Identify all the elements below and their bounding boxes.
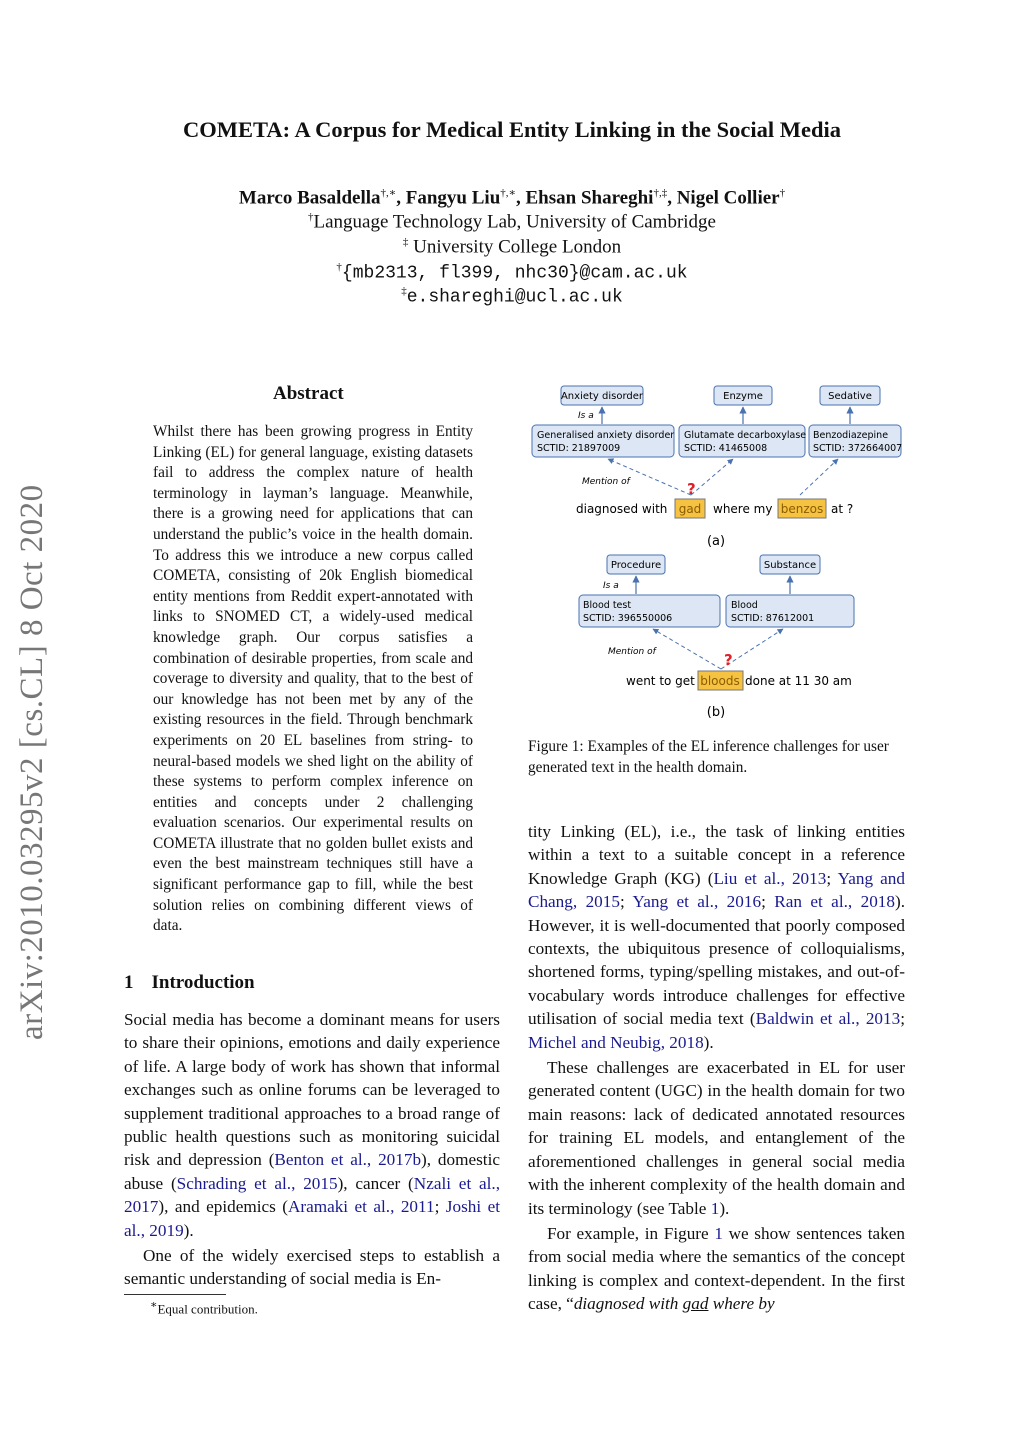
citation-link[interactable]: Joshi et al., 2019 bbox=[124, 1197, 500, 1240]
author-name: Marco Basaldella bbox=[238, 187, 381, 209]
example-sentence: went to get bbox=[626, 674, 695, 688]
arxiv-identifier: arXiv:2010.03295v2 [cs.CL] 8 Oct 2020 bbox=[14, 484, 50, 1040]
edge-label: Mention of bbox=[582, 477, 630, 487]
svg-text:Glutamate decarboxylase: Glutamate decarboxylase bbox=[684, 430, 807, 441]
svg-text:Anxiety disorder: Anxiety disorder bbox=[560, 391, 644, 402]
svg-text:Blood test: Blood test bbox=[583, 600, 632, 611]
citation-link[interactable]: Yang et al., 2016 bbox=[632, 892, 762, 912]
svg-text:SCTID: 41465008: SCTID: 41465008 bbox=[684, 443, 768, 454]
subfigure-label: (b) bbox=[706, 705, 726, 720]
paragraph: These challenges are exacerbated in EL for user generated content (UGC) in the health domain for two main reasons: lack of dedicated annotated resources for training EL models, and entanglement of the aforementioned challenges in general social media with the inherent complexity of the health domain and its terminology (see Table 1). bbox=[528, 1058, 905, 1218]
svg-text:SCTID: 87612001: SCTID: 87612001 bbox=[731, 613, 815, 624]
author-list: Marco Basaldella†,∗, Fangyu Liu†,∗, Ehsan Shareghi†,‡, Nigel Collier† bbox=[238, 187, 786, 209]
svg-text:Procedure: Procedure bbox=[610, 560, 662, 571]
svg-text:Blood: Blood bbox=[731, 600, 758, 611]
footnote-rule bbox=[124, 1294, 226, 1295]
edge-label: Is a bbox=[578, 411, 594, 421]
paragraph: Social media has become a dominant means for users to share their opinions, emotions and daily experience of life. A large body of work has shown that informal exchanges such as online forums can be leveraged to supplement traditional approaches to a broad range of public health questions such as monitoring suicidal risk and depression (Benton et al., 2017b), domestic abuse (Schrading et al., 2015), cancer (Nzali et al., 2017), and epidemics (Aramaki et al., 2011; Joshi et al., 2019). bbox=[124, 1010, 501, 1240]
svg-text:SCTID: 21897009: SCTID: 21897009 bbox=[537, 443, 621, 454]
mention-highlight: benzos bbox=[780, 502, 824, 516]
table-reference-link[interactable]: 1 bbox=[710, 1198, 720, 1218]
concept-node bbox=[809, 425, 902, 457]
svg-text:SCTID: 372664007: SCTID: 372664007 bbox=[813, 443, 903, 454]
footnote: ∗Equal contribution. bbox=[150, 1299, 258, 1317]
figure-reference-link[interactable]: 1 bbox=[714, 1223, 723, 1243]
affiliation: ‡ University College London bbox=[402, 236, 622, 258]
author-name: Fangyu Liu bbox=[405, 187, 501, 209]
concept-node bbox=[679, 425, 806, 457]
svg-text:SCTID: 396550006: SCTID: 396550006 bbox=[583, 613, 673, 624]
svg-text:at ?: at ? bbox=[831, 502, 854, 516]
paragraph: One of the widely exercised steps to establish a semantic understanding of social media is En- bbox=[124, 1246, 500, 1289]
svg-text:Substance: Substance bbox=[763, 560, 817, 571]
citation-link[interactable]: Michel and Neubig, 2018 bbox=[528, 1032, 704, 1052]
citation-link[interactable]: Aramaki et al., 2011 bbox=[287, 1197, 435, 1217]
type-node bbox=[607, 555, 665, 574]
citation-link[interactable]: Ran et al., 2018 bbox=[774, 892, 895, 912]
abstract-heading: Abstract bbox=[273, 383, 344, 404]
svg-text:Sedative: Sedative bbox=[828, 391, 872, 402]
type-node bbox=[820, 386, 880, 405]
concept-node bbox=[579, 595, 720, 627]
figure-caption: Figure 1: Examples of the EL inference challenges for user generated text in the health domain. bbox=[528, 738, 889, 776]
svg-text:Generalised anxiety disorder: Generalised anxiety disorder bbox=[537, 430, 675, 441]
question-mark: ? bbox=[724, 651, 733, 669]
figure-1 bbox=[528, 378, 908, 723]
question-mark: ? bbox=[687, 480, 696, 498]
intro-left-column bbox=[124, 1008, 500, 1291]
citation-link[interactable]: Yang and Chang, 2015 bbox=[528, 868, 905, 912]
section-heading: 1 Introduction bbox=[124, 972, 255, 993]
edge-label: Mention of bbox=[608, 647, 656, 657]
citation-link[interactable]: Liu et al., 2013 bbox=[713, 868, 827, 888]
email: †{mb2313, fl399, nhc30}@cam.ac.uk bbox=[336, 261, 688, 284]
svg-text:where my: where my bbox=[713, 502, 773, 516]
type-node bbox=[714, 386, 772, 405]
citation-link[interactable]: Schrading et al., 2015 bbox=[176, 1173, 338, 1193]
subfigure-label: (a) bbox=[706, 534, 726, 549]
concept-node bbox=[726, 595, 854, 627]
paragraph: tity Linking (EL), i.e., the task of linking entities within a text to a suitable concept in a reference Knowledge Graph (KG) (Liu et al., 2013; Yang and Chang, 2015; Yang et al., 2016; Ran et al., 2018). However, it is well-documented that poorly composed contexts, the ubiquitous presence of colloquialisms, shortened forms, typing/spelling mistakes, and out-of-vocabulary words introduce challenges for effective utilisation of social media text (Baldwin et al., 2013; Michel and Neubig, 2018). bbox=[528, 822, 906, 1052]
author-name: Ehsan Shareghi bbox=[525, 187, 654, 209]
author-name: Nigel Collier bbox=[676, 187, 780, 209]
type-node bbox=[760, 555, 820, 574]
mention-highlight: bloods bbox=[700, 674, 740, 688]
type-node bbox=[561, 386, 644, 405]
intro-right-column bbox=[528, 820, 905, 1316]
citation-link[interactable]: Baldwin et al., 2013 bbox=[755, 1009, 901, 1029]
concept-node bbox=[532, 425, 674, 457]
citation-link[interactable]: Nzali et al., 2017 bbox=[124, 1173, 501, 1217]
svg-text:done at 11 30 am: done at 11 30 am bbox=[745, 674, 852, 688]
svg-text:Enzyme: Enzyme bbox=[723, 391, 763, 402]
paragraph: For example, in Figure 1 we show sentences taken from social media where the semantics of the concept linking is complex and context-dependent. In the first case, “diagnosed with gad where by bbox=[528, 1223, 906, 1314]
abstract-text: Whilst there has been growing progress in Entity Linking (EL) for general language, existing datasets fail to address the complex nature of health terminology in layman’s language. Meanwhile, there is a growing need for applications that can understand the public’s voice in the health domain. To address this we introduce a new corpus called COMETA, consisting of 20k English biomedical entity mentions from Reddit expert-annotated with links to SNOMED CT, a widely-used medical knowledge graph. Our corpus satisfies a combination of desirable properties, from scale and coverage to diversity and quality, that to the best of our knowledge has not been met by any of the existing resources in the field. Through benchmark experiments on 20 EL baselines from string- to neural-based models we shed light on the ability of these systems to perform complex inference on entities and concepts under 2 challenging evaluation scenarios. Our experimental results on COMETA illustrate that no golden bullet exists and even the best mainstream techniques still have a significant performance gap to fill, while the best solution relies on combining different views of data. bbox=[153, 423, 473, 935]
affiliation: †Language Technology Lab, University of Cambridge bbox=[308, 211, 716, 233]
mention-highlight: gad bbox=[678, 502, 702, 516]
svg-text:Benzodiazepine: Benzodiazepine bbox=[813, 430, 889, 441]
example-sentence: diagnosed with bbox=[576, 502, 668, 516]
edge-label: Is a bbox=[603, 581, 619, 591]
paper-title: COMETA: A Corpus for Medical Entity Linking in the Social Media bbox=[183, 117, 841, 142]
citation-link[interactable]: Benton et al., 2017b bbox=[274, 1150, 422, 1170]
email: ‡e.shareghi@ucl.ac.uk bbox=[401, 285, 623, 308]
